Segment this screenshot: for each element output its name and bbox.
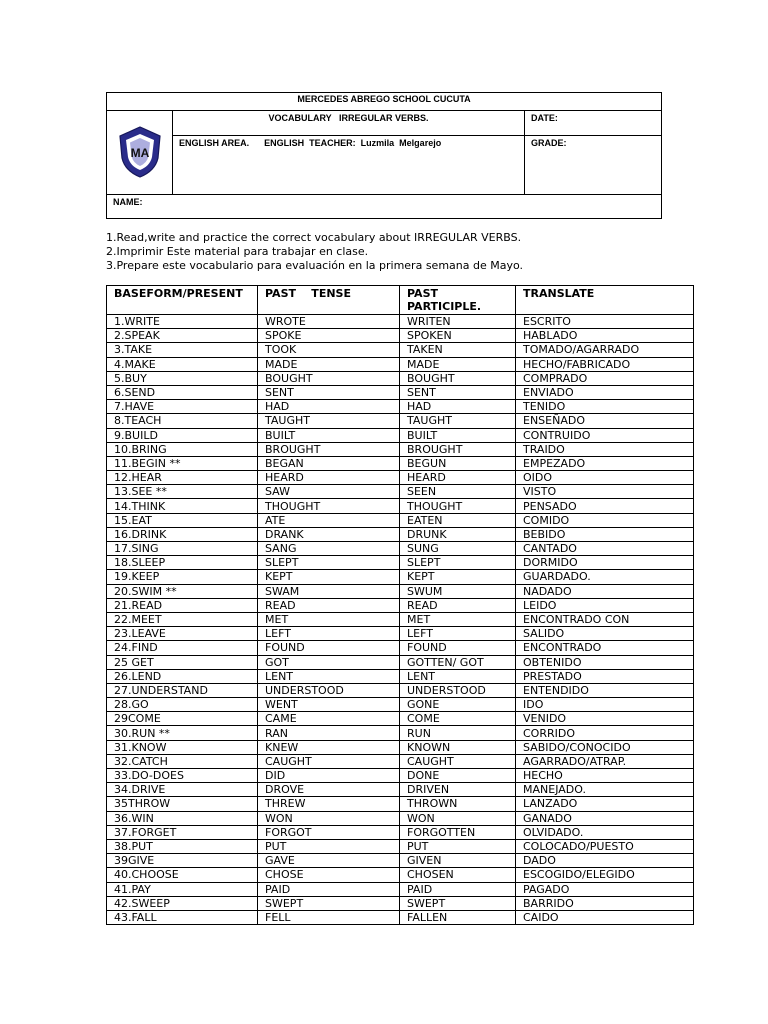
instructions	[106, 231, 523, 273]
baseform-cell: 17.SING	[107, 542, 258, 556]
baseform-cell: 35THROW	[107, 797, 258, 811]
baseform-cell: 3.TAKE	[107, 343, 258, 357]
past-tense-cell: SPOKE	[258, 329, 400, 343]
school-shield-icon	[117, 125, 163, 179]
baseform-cell: 25 GET	[107, 655, 258, 669]
past-participle-cell: BOUGHT	[400, 371, 516, 385]
past-tense-cell: BUILT	[258, 428, 400, 442]
table-row	[107, 612, 694, 626]
table-row	[107, 754, 694, 768]
translate-cell: DORMIDO	[516, 556, 694, 570]
translate-cell: VENIDO	[516, 712, 694, 726]
baseform-cell: 9.BUILD	[107, 428, 258, 442]
table-header-row	[107, 286, 694, 315]
translate-cell: CANTADO	[516, 542, 694, 556]
date-label: DATE:	[524, 111, 661, 136]
past-tense-cell: SANG	[258, 542, 400, 556]
past-tense-cell: THOUGHT	[258, 499, 400, 513]
past-tense-cell: GOT	[258, 655, 400, 669]
past-tense-cell: HAD	[258, 400, 400, 414]
baseform-cell: 21.READ	[107, 598, 258, 612]
past-participle-cell: LENT	[400, 669, 516, 683]
baseform-cell: 33.DO-DOES	[107, 769, 258, 783]
past-participle-cell: TAKEN	[400, 343, 516, 357]
name-label: NAME:	[107, 195, 662, 219]
past-participle-cell: EATEN	[400, 513, 516, 527]
baseform-cell: 7.HAVE	[107, 400, 258, 414]
past-participle-cell: SUNG	[400, 542, 516, 556]
past-tense-cell: FOUND	[258, 641, 400, 655]
past-tense-cell: WON	[258, 811, 400, 825]
translate-cell: CONTRUIDO	[516, 428, 694, 442]
baseform-cell: 20.SWIM **	[107, 584, 258, 598]
past-tense-cell: DID	[258, 769, 400, 783]
past-participle-cell: GOTTEN/ GOT	[400, 655, 516, 669]
past-participle-cell: FALLEN	[400, 910, 516, 924]
translate-cell: OIDO	[516, 471, 694, 485]
table-row	[107, 414, 694, 428]
translate-cell: ENSEÑADO	[516, 414, 694, 428]
baseform-cell: 1.WRITE	[107, 315, 258, 329]
baseform-cell: 28.GO	[107, 698, 258, 712]
header-past-participle: PAST PARTICIPLE.	[400, 286, 516, 315]
past-participle-cell: BROUGHT	[400, 442, 516, 456]
past-tense-cell: WENT	[258, 698, 400, 712]
past-tense-cell: CAME	[258, 712, 400, 726]
table-row	[107, 400, 694, 414]
table-row	[107, 712, 694, 726]
translate-cell: NADADO	[516, 584, 694, 598]
past-tense-cell: GAVE	[258, 854, 400, 868]
translate-cell: MANEJADO.	[516, 783, 694, 797]
past-tense-cell: BEGAN	[258, 456, 400, 470]
table-row	[107, 783, 694, 797]
past-participle-cell: SENT	[400, 385, 516, 399]
translate-cell: TENIDO	[516, 400, 694, 414]
past-participle-cell: READ	[400, 598, 516, 612]
table-row	[107, 315, 694, 329]
baseform-cell: 18.SLEEP	[107, 556, 258, 570]
table-row	[107, 527, 694, 541]
baseform-cell: 30.RUN **	[107, 726, 258, 740]
baseform-cell: 23.LEAVE	[107, 627, 258, 641]
table-row	[107, 329, 694, 343]
past-tense-cell: MET	[258, 612, 400, 626]
past-tense-cell: UNDERSTOOD	[258, 683, 400, 697]
past-participle-cell: TAUGHT	[400, 414, 516, 428]
table-row	[107, 669, 694, 683]
past-participle-cell: BEGUN	[400, 456, 516, 470]
table-row	[107, 839, 694, 853]
past-participle-cell: PUT	[400, 839, 516, 853]
translate-cell: PAGADO	[516, 882, 694, 896]
header-table	[106, 92, 662, 219]
past-participle-cell: BUILT	[400, 428, 516, 442]
past-participle-cell: FOUND	[400, 641, 516, 655]
translate-cell: OBTENIDO	[516, 655, 694, 669]
translate-cell: PENSADO	[516, 499, 694, 513]
table-row	[107, 854, 694, 868]
instruction-1: 1.Read,write and practice the correct vocabulary about IRREGULAR VERBS.	[106, 231, 522, 244]
table-body	[107, 315, 694, 925]
past-participle-cell: MET	[400, 612, 516, 626]
baseform-cell: 8.TEACH	[107, 414, 258, 428]
past-participle-cell: WRITEN	[400, 315, 516, 329]
past-participle-cell: KEPT	[400, 570, 516, 584]
grade-label: GRADE:	[524, 136, 661, 195]
past-participle-cell: CHOSEN	[400, 868, 516, 882]
past-participle-cell: UNDERSTOOD	[400, 683, 516, 697]
table-row	[107, 740, 694, 754]
school-name: MERCEDES ABREGO SCHOOL CUCUTA	[107, 93, 662, 111]
past-participle-cell: LEFT	[400, 627, 516, 641]
table-row	[107, 769, 694, 783]
baseform-cell: 34.DRIVE	[107, 783, 258, 797]
baseform-cell: 16.DRINK	[107, 527, 258, 541]
past-tense-cell: LENT	[258, 669, 400, 683]
baseform-cell: 10.BRING	[107, 442, 258, 456]
past-tense-cell: DRANK	[258, 527, 400, 541]
instruction-2: 2.Imprimir Este material para trabajar en clase.	[106, 245, 369, 258]
translate-cell: GANADO	[516, 811, 694, 825]
baseform-cell: 36.WIN	[107, 811, 258, 825]
past-participle-cell: SEEN	[400, 485, 516, 499]
past-tense-cell: FELL	[258, 910, 400, 924]
past-participle-cell: DRUNK	[400, 527, 516, 541]
baseform-cell: 5.BUY	[107, 371, 258, 385]
school-logo	[107, 111, 173, 195]
translate-cell: LEIDO	[516, 598, 694, 612]
table-row	[107, 442, 694, 456]
translate-cell: TRAIDO	[516, 442, 694, 456]
baseform-cell: 14.THINK	[107, 499, 258, 513]
past-tense-cell: PUT	[258, 839, 400, 853]
past-participle-cell: DONE	[400, 769, 516, 783]
logo-text: MA	[130, 145, 149, 160]
past-participle-cell: DRIVEN	[400, 783, 516, 797]
translate-cell: OLVIDADO.	[516, 825, 694, 839]
past-tense-cell: WROTE	[258, 315, 400, 329]
translate-cell: AGARRADO/ATRAP.	[516, 754, 694, 768]
past-participle-cell: KNOWN	[400, 740, 516, 754]
baseform-cell: 39GIVE	[107, 854, 258, 868]
translate-cell: ENCONTRADO CON	[516, 612, 694, 626]
translate-cell: HECHO/FABRICADO	[516, 357, 694, 371]
table-row	[107, 499, 694, 513]
baseform-cell: 2.SPEAK	[107, 329, 258, 343]
past-tense-cell: DROVE	[258, 783, 400, 797]
past-participle-cell: SWEPT	[400, 896, 516, 910]
baseform-cell: 4.MAKE	[107, 357, 258, 371]
past-tense-cell: CHOSE	[258, 868, 400, 882]
baseform-cell: 29COME	[107, 712, 258, 726]
past-participle-cell: GONE	[400, 698, 516, 712]
table-row	[107, 343, 694, 357]
header-translate: TRANSLATE	[516, 286, 694, 315]
past-participle-cell: RUN	[400, 726, 516, 740]
past-tense-cell: TOOK	[258, 343, 400, 357]
past-participle-cell: MADE	[400, 357, 516, 371]
table-row	[107, 868, 694, 882]
table-row	[107, 811, 694, 825]
translate-cell: ESCOGIDO/ELEGIDO	[516, 868, 694, 882]
header-past-tense: PAST TENSE	[258, 286, 400, 315]
table-row	[107, 513, 694, 527]
table-row	[107, 542, 694, 556]
table-row	[107, 797, 694, 811]
translate-cell: BEBIDO	[516, 527, 694, 541]
past-tense-cell: SENT	[258, 385, 400, 399]
past-participle-cell: SLEPT	[400, 556, 516, 570]
table-row	[107, 385, 694, 399]
past-tense-cell: SAW	[258, 485, 400, 499]
past-tense-cell: BOUGHT	[258, 371, 400, 385]
table-row	[107, 485, 694, 499]
past-participle-cell: SWUM	[400, 584, 516, 598]
table-row	[107, 641, 694, 655]
translate-cell: ENCONTRADO	[516, 641, 694, 655]
past-participle-cell: HEARD	[400, 471, 516, 485]
past-participle-cell: WON	[400, 811, 516, 825]
past-participle-cell: THOUGHT	[400, 499, 516, 513]
past-tense-cell: CAUGHT	[258, 754, 400, 768]
table-row	[107, 698, 694, 712]
past-tense-cell: RAN	[258, 726, 400, 740]
translate-cell: ENTENDIDO	[516, 683, 694, 697]
table-row	[107, 428, 694, 442]
table-row	[107, 882, 694, 896]
baseform-cell: 6.SEND	[107, 385, 258, 399]
baseform-cell: 12.HEAR	[107, 471, 258, 485]
baseform-cell: 40.CHOOSE	[107, 868, 258, 882]
table-row	[107, 825, 694, 839]
past-participle-cell: FORGOTTEN	[400, 825, 516, 839]
translate-cell: VISTO	[516, 485, 694, 499]
table-row	[107, 556, 694, 570]
baseform-cell: 32.CATCH	[107, 754, 258, 768]
translate-cell: COLOCADO/PUESTO	[516, 839, 694, 853]
past-tense-cell: KEPT	[258, 570, 400, 584]
translate-cell: SALIDO	[516, 627, 694, 641]
baseform-cell: 11.BEGIN **	[107, 456, 258, 470]
past-tense-cell: PAID	[258, 882, 400, 896]
translate-cell: SABIDO/CONOCIDO	[516, 740, 694, 754]
past-tense-cell: ATE	[258, 513, 400, 527]
baseform-cell: 22.MEET	[107, 612, 258, 626]
translate-cell: BARRIDO	[516, 896, 694, 910]
past-tense-cell: SLEPT	[258, 556, 400, 570]
translate-cell: EMPEZADO	[516, 456, 694, 470]
translate-cell: DADO	[516, 854, 694, 868]
translate-cell: IDO	[516, 698, 694, 712]
translate-cell: PRESTADO	[516, 669, 694, 683]
translate-cell: ESCRITO	[516, 315, 694, 329]
translate-cell: HECHO	[516, 769, 694, 783]
table-row	[107, 683, 694, 697]
past-tense-cell: THREW	[258, 797, 400, 811]
past-tense-cell: HEARD	[258, 471, 400, 485]
translate-cell: CAIDO	[516, 910, 694, 924]
translate-cell: TOMADO/AGARRADO	[516, 343, 694, 357]
table-row	[107, 471, 694, 485]
translate-cell: CORRIDO	[516, 726, 694, 740]
past-tense-cell: LEFT	[258, 627, 400, 641]
table-row	[107, 371, 694, 385]
baseform-cell: 13.SEE **	[107, 485, 258, 499]
past-participle-cell: GIVEN	[400, 854, 516, 868]
table-row	[107, 627, 694, 641]
translate-cell: GUARDADO.	[516, 570, 694, 584]
table-row	[107, 570, 694, 584]
translate-cell: COMIDO	[516, 513, 694, 527]
past-participle-cell: SPOKEN	[400, 329, 516, 343]
past-tense-cell: SWAM	[258, 584, 400, 598]
baseform-cell: 41.PAY	[107, 882, 258, 896]
past-tense-cell: TAUGHT	[258, 414, 400, 428]
baseform-cell: 42.SWEEP	[107, 896, 258, 910]
baseform-cell: 31.KNOW	[107, 740, 258, 754]
translate-cell: COMPRADO	[516, 371, 694, 385]
past-participle-cell: COME	[400, 712, 516, 726]
baseform-cell: 26.LEND	[107, 669, 258, 683]
past-participle-cell: THROWN	[400, 797, 516, 811]
past-tense-cell: SWEPT	[258, 896, 400, 910]
table-row	[107, 357, 694, 371]
baseform-cell: 15.EAT	[107, 513, 258, 527]
translate-cell: ENVIADO	[516, 385, 694, 399]
baseform-cell: 38.PUT	[107, 839, 258, 853]
past-tense-cell: MADE	[258, 357, 400, 371]
instruction-3: 3.Prepare este vocabulario para evaluación en la primera semana de Mayo.	[106, 259, 524, 272]
past-tense-cell: KNEW	[258, 740, 400, 754]
baseform-cell: 19.KEEP	[107, 570, 258, 584]
baseform-cell: 43.FALL	[107, 910, 258, 924]
vocabulary-title: VOCABULARY IRREGULAR VERBS.	[173, 111, 525, 136]
english-area-teacher: ENGLISH AREA. ENGLISH TEACHER: Luzmila Melgarejo	[173, 136, 525, 195]
past-participle-cell: CAUGHT	[400, 754, 516, 768]
header-baseform: BASEFORM/PRESENT	[107, 286, 258, 315]
table-row	[107, 456, 694, 470]
past-participle-cell: PAID	[400, 882, 516, 896]
table-row	[107, 910, 694, 924]
baseform-cell: 37.FORGET	[107, 825, 258, 839]
past-tense-cell: BROUGHT	[258, 442, 400, 456]
table-row	[107, 598, 694, 612]
table-row	[107, 584, 694, 598]
translate-cell: LANZADO	[516, 797, 694, 811]
past-participle-cell: HAD	[400, 400, 516, 414]
table-row	[107, 896, 694, 910]
table-row	[107, 726, 694, 740]
baseform-cell: 24.FIND	[107, 641, 258, 655]
table-row	[107, 655, 694, 669]
baseform-cell: 27.UNDERSTAND	[107, 683, 258, 697]
past-tense-cell: FORGOT	[258, 825, 400, 839]
irregular-verbs-table	[106, 285, 694, 925]
translate-cell: HABLADO	[516, 329, 694, 343]
past-tense-cell: READ	[258, 598, 400, 612]
